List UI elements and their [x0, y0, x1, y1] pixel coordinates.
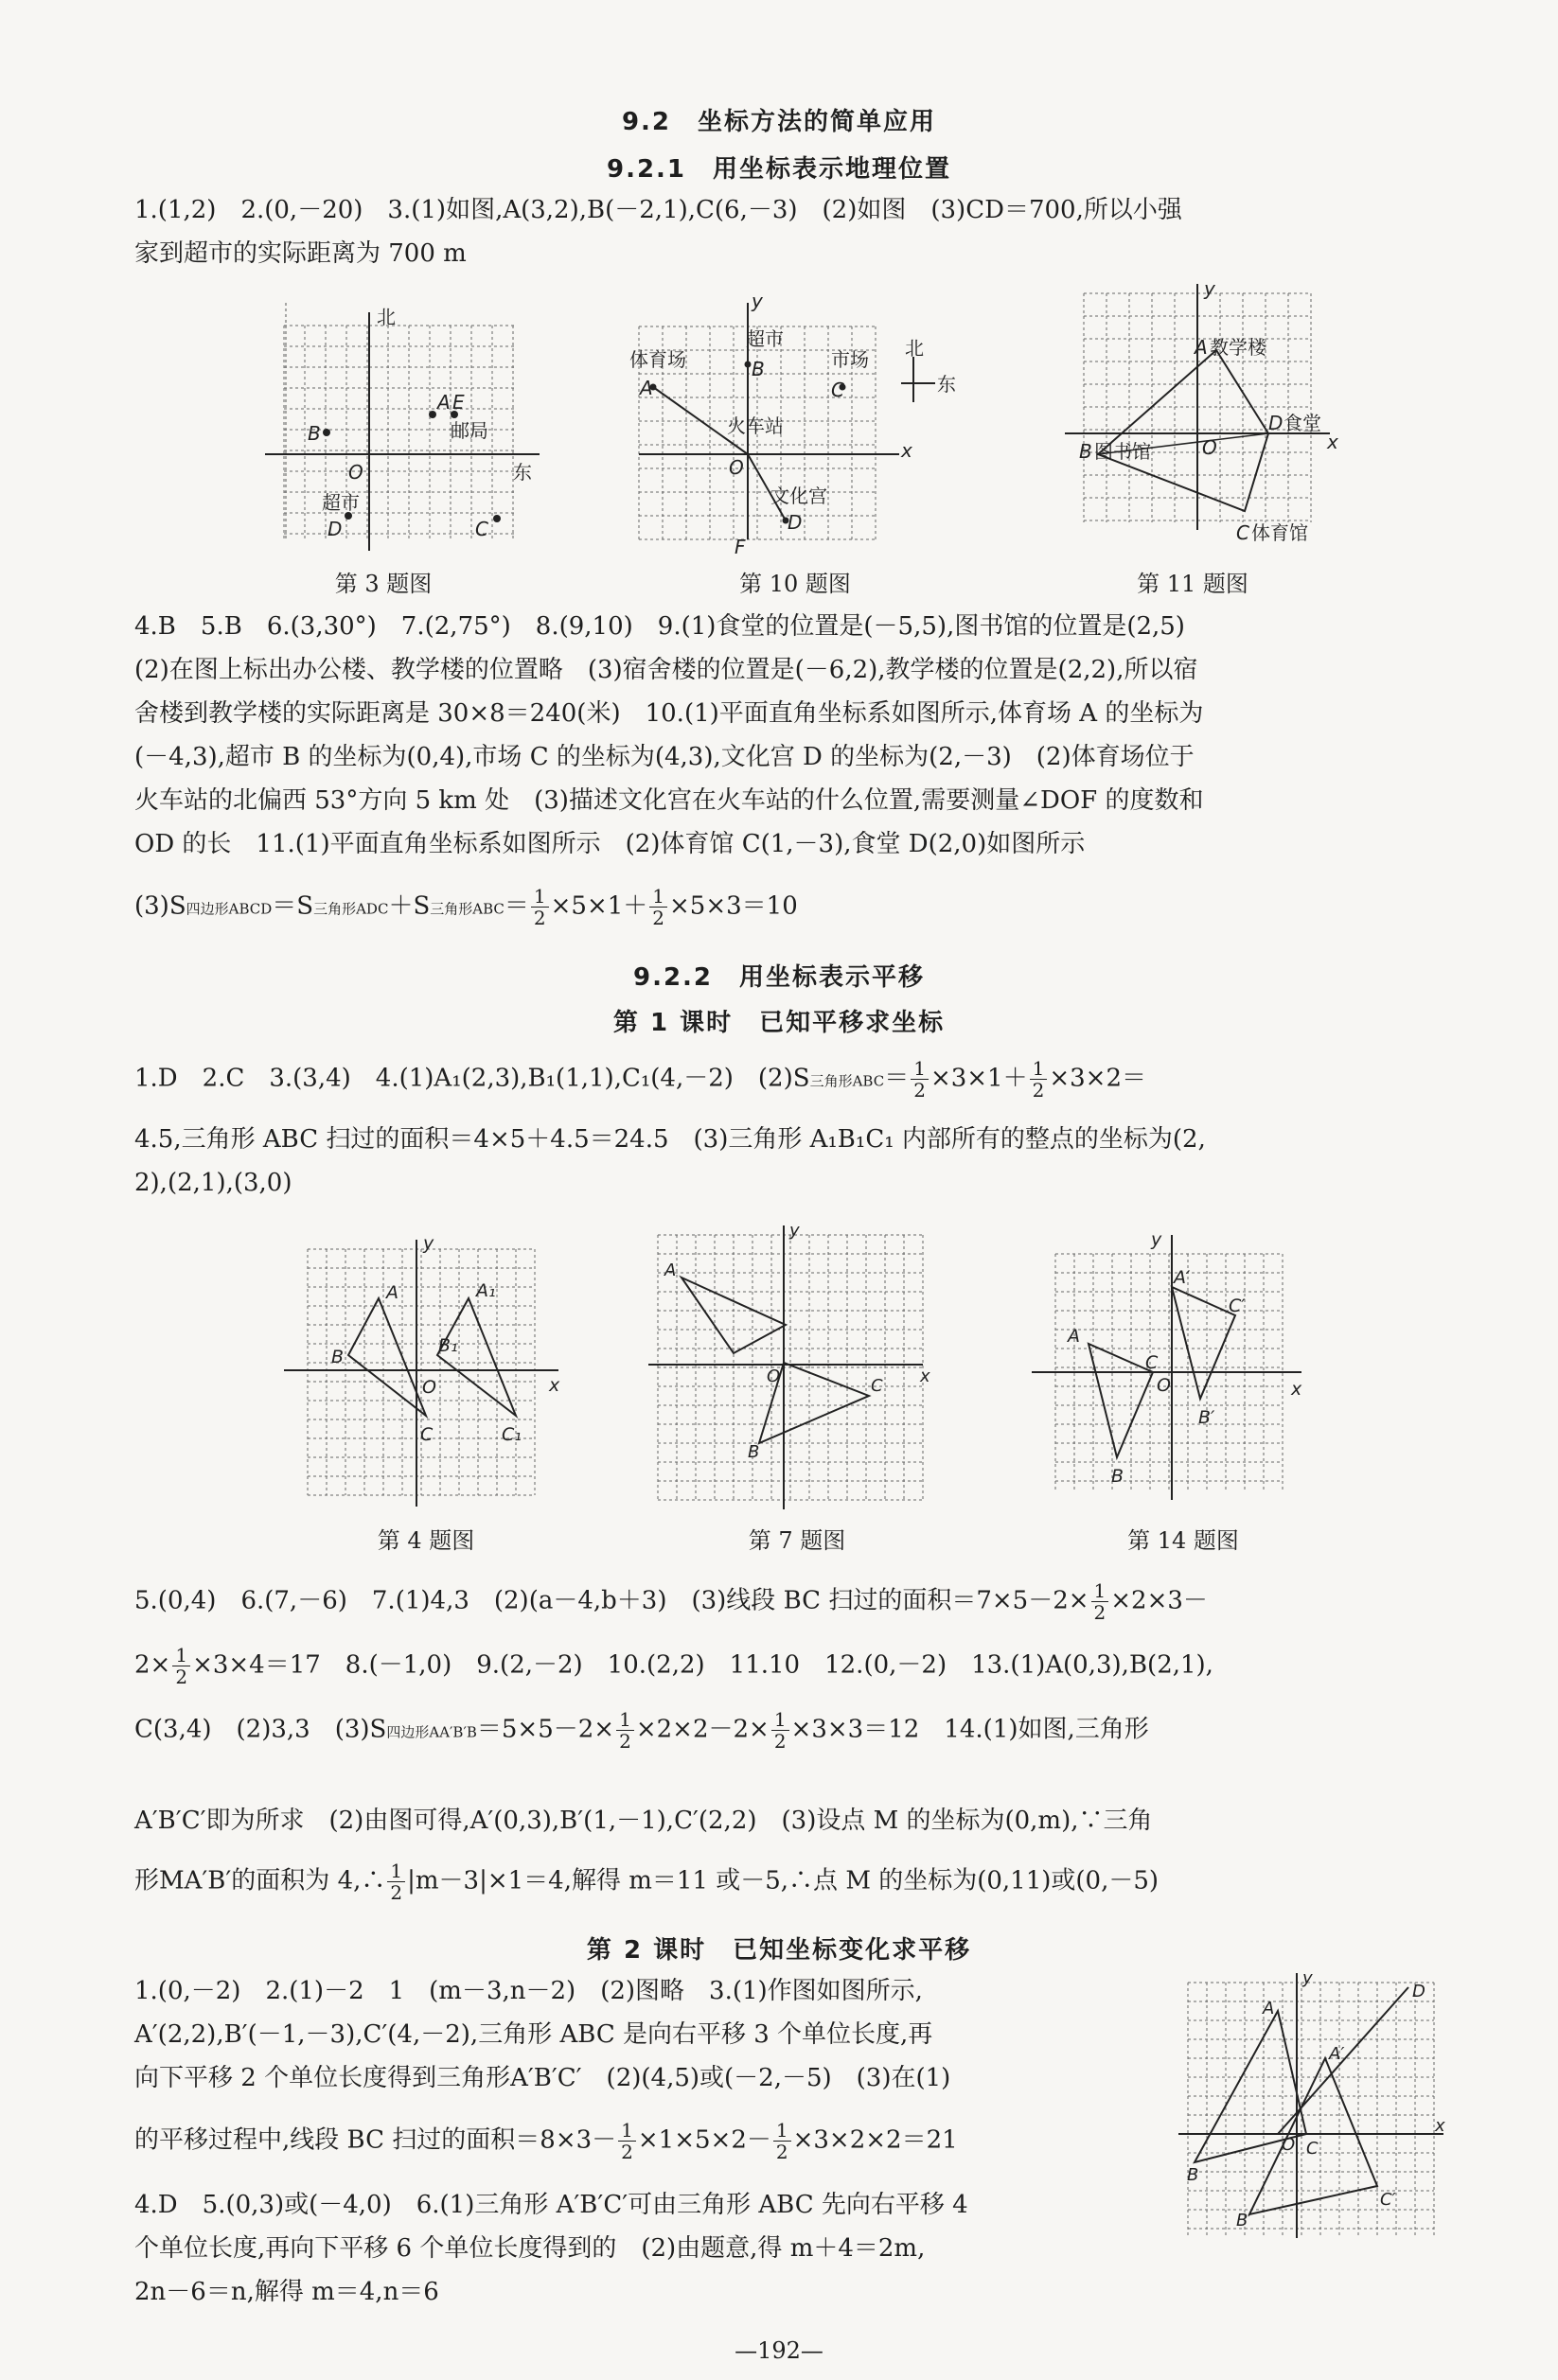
y-label: y — [789, 1221, 800, 1241]
answer-line: 舍楼到教学楼的实际距离是 30×8＝240(米) 10.(1)平面直角坐标系如图所示,体育场 A 的坐标为 — [134, 699, 1204, 728]
x-label: x — [1291, 1379, 1302, 1400]
fraction-half: $\frac{1}{2}$ — [773, 2120, 791, 2162]
lesson-title-2: 第 2 课时 已知坐标变化求平移 — [586, 1936, 972, 1965]
label-D: D — [328, 518, 343, 540]
fraction-half: $\frac{1}{2}$ — [649, 886, 667, 928]
label-B1: B₁ — [438, 1335, 458, 1356]
label-A: A — [437, 391, 451, 414]
answer-line-p2-4: 5.(0,4) 6.(7,－6) 7.(1)4,3 (2)(a－4,b＋3) (3)线段 BC 扫过的面积＝7×5－2× $\frac{1}{2}$ ×2×3－ — [134, 1579, 1208, 1624]
label-C: C — [475, 518, 488, 540]
y-label: y — [752, 290, 763, 312]
gym-label: 体育场 — [629, 348, 686, 371]
origin-label: O — [348, 461, 363, 484]
origin-label: O — [1202, 436, 1217, 459]
answer-line-p3-4: 的平移过程中,线段 BC 扫过的面积＝8×3－ $\frac{1}{2}$ ×1×5×2－ $\frac{1}{2}$ ×3×2×2＝21 — [134, 2119, 958, 2163]
fraction-half: $\frac{1}{2}$ — [172, 1645, 190, 1687]
answer-line: (2)在图上标出办公楼、教学楼的位置略 (3)宿舍楼的位置是(－6,2),教学楼的位置是(2,2),所以宿 — [134, 656, 1198, 684]
x-label: x — [901, 439, 912, 462]
fraction-half: $\frac{1}{2}$ — [1030, 1058, 1048, 1101]
point-A — [429, 411, 436, 418]
answer-line: A′B′C′即为所求 (2)由图可得,A′(0,3),B′(1,－1),C′(2,2) (3)设点 M 的坐标为(0,m),∵三角 — [134, 1807, 1153, 1835]
label-C: C — [1145, 1352, 1159, 1373]
lesson-title-1: 第 1 课时 已知平移求坐标 — [612, 1009, 946, 1037]
label-C: C — [1306, 2139, 1319, 2159]
answer-line: 4.D 5.(0,3)或(－4,0) 6.(1)三角形 A′B′C′可由三角形 ABC 先向右平移 4 — [134, 2191, 968, 2219]
figure-q3 — [265, 303, 540, 554]
caption-fig11: 第 11 题图 — [1137, 571, 1248, 597]
fraction-half: $\frac{1}{2}$ — [387, 1860, 405, 1903]
label-A: A — [1195, 336, 1208, 359]
market-label: 市场 — [831, 348, 869, 371]
library-label: 图书馆 — [1094, 440, 1151, 463]
section-title: 9.2 坐标方法的简单应用 — [621, 108, 937, 136]
label-A-prime: A′ — [1329, 2044, 1345, 2064]
x-label: x — [549, 1375, 560, 1396]
triangle-A1B1C1 — [437, 1298, 516, 1416]
figure-lesson2-q3 — [1174, 1968, 1448, 2243]
origin-label: O — [1282, 2135, 1296, 2155]
y-label: y — [1302, 1968, 1313, 1988]
caption-fig14: 第 14 题图 — [1127, 1527, 1239, 1554]
caption-fig4: 第 4 题图 — [377, 1527, 475, 1554]
label-B-prime: B′ — [1198, 1407, 1215, 1428]
answer-line: A′(2,2),B′(－1,－3),C′(4,－2),三角形 ABC 是向右平移 3 个单位长度,再 — [134, 2020, 933, 2049]
fraction-half: $\frac{1}{2}$ — [531, 886, 549, 928]
figure-q11 — [1060, 274, 1363, 558]
label-B: B — [752, 358, 765, 380]
label-A: A — [640, 377, 653, 399]
station-label: 火车站 — [727, 414, 784, 437]
fraction-half: $\frac{1}{2}$ — [911, 1058, 929, 1101]
origin-label: O — [422, 1377, 436, 1398]
label-A: A — [386, 1282, 398, 1303]
figure-q10 — [625, 289, 965, 558]
caption-fig7: 第 7 题图 — [748, 1527, 846, 1554]
subsection-title-921: 9.2.1 用坐标表示地理位置 — [606, 155, 952, 184]
label-C: C — [871, 1376, 883, 1396]
figure-q14 — [1032, 1230, 1316, 1505]
answer-line: 2),(2,1),(3,0) — [134, 1169, 292, 1197]
label-A-prime: A′ — [1174, 1267, 1191, 1288]
label-B: B — [308, 422, 321, 445]
post-office-label: 邮局 — [451, 419, 488, 442]
figure-q4 — [284, 1230, 568, 1514]
x-label: x — [920, 1366, 930, 1386]
answer-line: 家到超市的实际距离为 700 m — [134, 239, 467, 268]
answer-line: 向下平移 2 个单位长度得到三角形A′B′C′ (2)(4,5)或(－2,－5) (3)在(1) — [134, 2064, 951, 2092]
answer-line-p2-5: 2× $\frac{1}{2}$ ×3×4＝17 8.(－1,0) 9.(2,－2) 10.(2,2) 11.10 12.(0,－2) 13.(1)A(0,3),B(2,1), — [134, 1644, 1213, 1688]
answer-line: 4.5,三角形 ABC 扫过的面积＝4×5＋4.5＝24.5 (3)三角形 A₁B₁C₁ 内部所有的整点的坐标为(2, — [134, 1125, 1206, 1154]
point-C — [493, 515, 501, 522]
compass-north-label: 北 — [905, 337, 924, 360]
label-E: E — [452, 391, 465, 414]
page-number: —192— — [735, 2337, 823, 2364]
fraction-half: $\frac{1}{2}$ — [771, 1709, 789, 1752]
answer-line: 1.(0,－2) 2.(1)－2 1 (m－3,n－2) (2)图略 3.(1)作图如图所示, — [134, 1977, 923, 2005]
fraction-half: $\frac{1}{2}$ — [1091, 1580, 1109, 1623]
label-C-prime: C′ — [1380, 2190, 1396, 2210]
answer-line-p2-6: C(3,4) (2)3,3 (3)S四边形AA′B′B＝5×5－2× $\frac{1}{2}$ ×2×2－2× $\frac{1}{2}$ ×3×3＝12 14.(1)如图,三角形 — [134, 1708, 1149, 1753]
answer-line-p2-8: 形MA′B′的面积为 4,∴ $\frac{1}{2}$ |m－3|×1＝4,解得 m＝11 或－5,∴点 M 的坐标为(0,11)或(0,－5) — [134, 1860, 1160, 1904]
answer-line-p2-1: 1.D 2.C 3.(3,4) 4.(1)A₁(2,3),B₁(1,1),C₁(4,－2) (2)S三角形ABC＝ $\frac{1}{2}$ ×3×1＋ $\frac{1}{2}$ ×3×2＝ — [134, 1057, 1146, 1102]
label-F: F — [735, 536, 746, 558]
answer-line: 1.(1,2) 2.(0,－20) 3.(1)如图,A(3,2),B(－2,1),C(6,－3) (2)如图 (3)CD＝700,所以小强 — [134, 196, 1182, 224]
gym-label: 体育馆 — [1251, 521, 1308, 544]
east-label: 东 — [513, 461, 532, 484]
y-label: y — [1204, 277, 1215, 300]
fraction-half: $\frac{1}{2}$ — [618, 2120, 636, 2162]
supermarket-label: 超市 — [746, 327, 784, 350]
answer-line: (－4,3),超市 B 的坐标为(0,4),市场 C 的坐标为(4,3),文化宫 D 的坐标为(2,－3) (2)体育场位于 — [134, 743, 1195, 771]
origin-label: O — [767, 1366, 781, 1386]
label-B: B — [1079, 440, 1092, 463]
subsection-title-922: 9.2.2 用坐标表示平移 — [632, 963, 926, 992]
point-B — [323, 429, 330, 436]
label-A: A — [1068, 1326, 1080, 1347]
triangle-ABC — [348, 1298, 426, 1416]
point-B — [745, 361, 752, 368]
label-A1: A₁ — [476, 1280, 496, 1301]
origin-label: O — [1157, 1375, 1171, 1396]
y-label: y — [1151, 1230, 1162, 1250]
label-A: A — [664, 1261, 677, 1280]
label-D: D — [1268, 412, 1284, 434]
caption-fig3: 第 3 题图 — [334, 571, 433, 597]
origin-label: O — [729, 456, 744, 479]
label-A: A — [1263, 1999, 1275, 2019]
label-C: C — [1236, 521, 1249, 544]
fraction-half: $\frac{1}{2}$ — [616, 1709, 634, 1752]
x-label: x — [1435, 2116, 1445, 2136]
label-B: B — [1187, 2165, 1199, 2185]
label-D: D — [788, 511, 803, 534]
teaching-building-label: 教学楼 — [1210, 336, 1266, 359]
answer-line: 2n－6＝n,解得 m＝4,n＝6 — [134, 2278, 439, 2306]
label-B-prime: B′ — [1236, 2211, 1252, 2230]
label-C-prime: C′ — [1229, 1296, 1246, 1316]
triangle-A2B2C2 — [1172, 1287, 1235, 1399]
culture-label: 文化宫 — [770, 485, 827, 507]
answer-line: 4.B 5.B 6.(3,30°) 7.(2,75°) 8.(9,10) 9.(1)食堂的位置是(－5,5),图书馆的位置是(2,5) — [134, 612, 1185, 641]
answer-line: 火车站的北偏西 53°方向 5 km 处 (3)描述文化宫在火车站的什么位置,需要测量∠DOF 的度数和 — [134, 786, 1204, 815]
y-label: y — [423, 1233, 434, 1254]
label-B: B — [748, 1442, 760, 1462]
answer-line: OD 的长 11.(1)平面直角坐标系如图所示 (2)体育馆 C(1,－3),食堂 D(2,0)如图所示 — [134, 830, 1086, 858]
triangle-ABC — [1089, 1344, 1153, 1457]
figure-q7 — [644, 1221, 937, 1514]
market-label: 超市 — [322, 491, 360, 514]
label-B: B — [1111, 1466, 1124, 1487]
north-label: 北 — [377, 306, 396, 328]
answer-line: 个单位长度,再向下平移 6 个单位长度得到的 (2)由题意,得 m＋4＝2m, — [134, 2234, 926, 2263]
label-D: D — [1412, 1982, 1425, 2001]
label-C1: C₁ — [502, 1424, 522, 1445]
label-B: B — [331, 1347, 345, 1367]
compass-east-label: 东 — [937, 373, 956, 396]
label-C: C — [420, 1424, 434, 1445]
caption-fig10: 第 10 题图 — [739, 571, 851, 597]
answer-line-area-formula: (3)S四边形ABCD＝S三角形ADC＋S三角形ABC＝ $\frac{1}{2}$ ×5×1＋ $\frac{1}{2}$ ×5×3＝10 — [134, 885, 798, 929]
canteen-label: 食堂 — [1284, 412, 1321, 434]
label-C: C — [831, 379, 844, 401]
x-label: x — [1327, 431, 1338, 453]
